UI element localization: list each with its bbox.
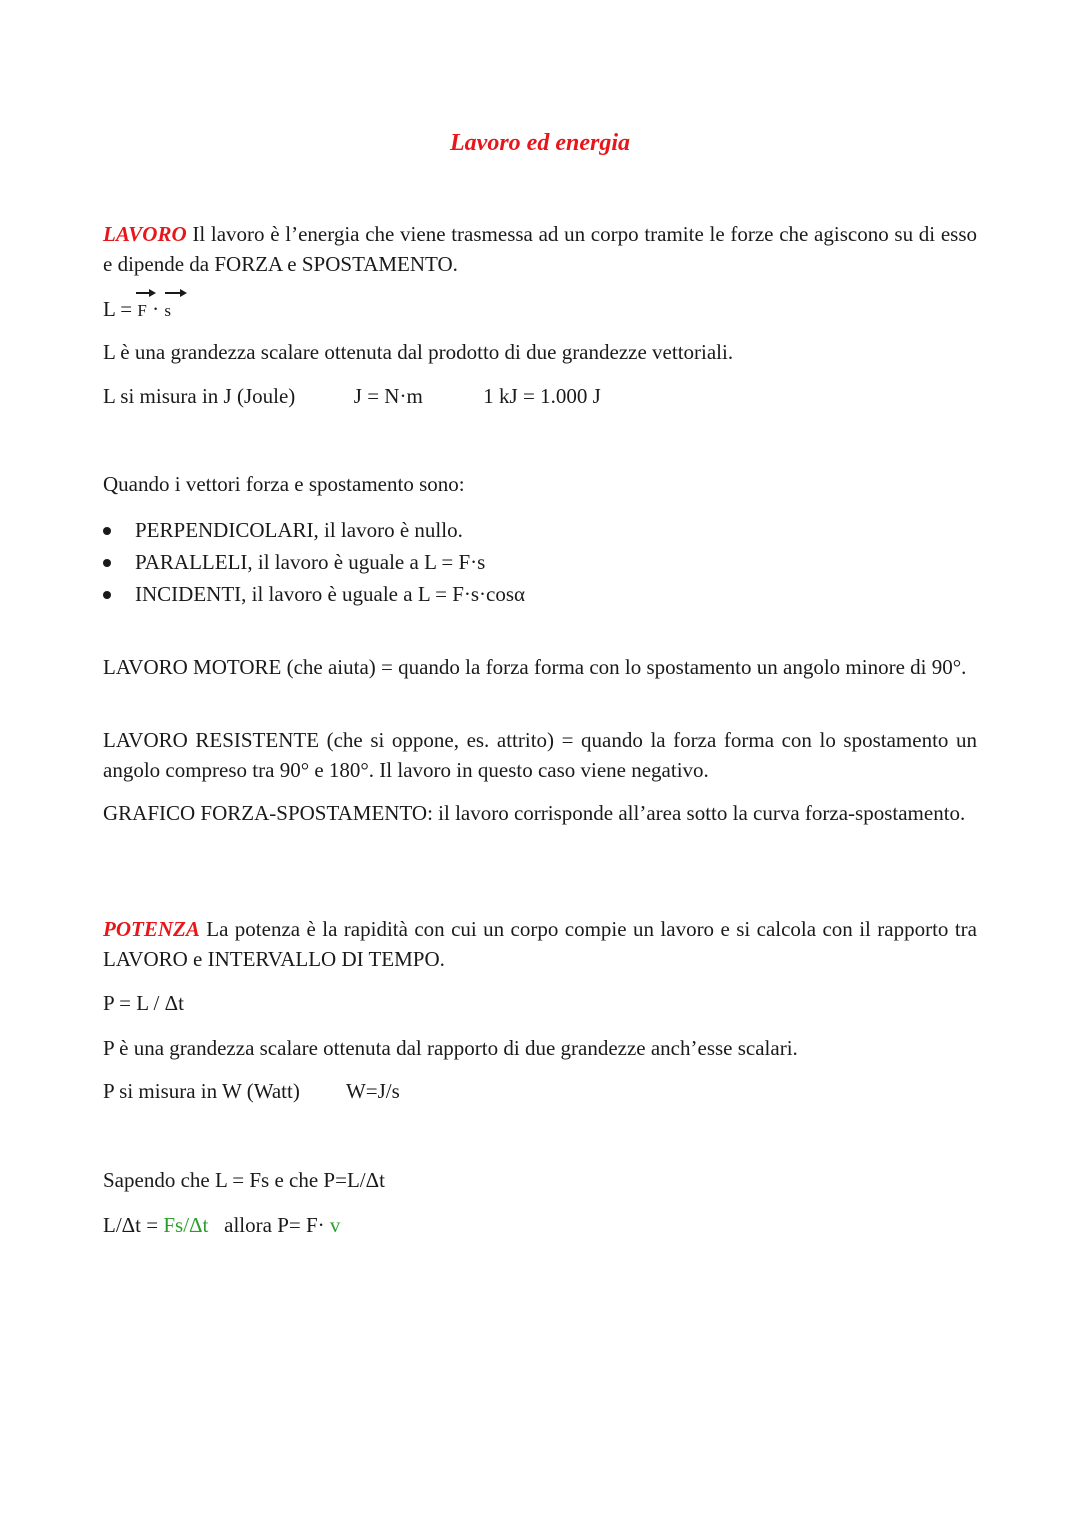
list-item: PARALLELI, il lavoro è uguale a L = F·s xyxy=(103,546,977,578)
derivation-green-term: Fs/Δt xyxy=(163,1213,209,1237)
lavoro-keyword: LAVORO xyxy=(103,222,187,246)
lavoro-unit-def: J = N·m xyxy=(353,384,423,408)
lavoro-formula xyxy=(103,294,303,326)
list-item: PERPENDICOLARI, il lavoro è nullo. xyxy=(103,514,977,546)
potenza-formula: P = L / Δt xyxy=(103,991,184,1015)
list-item: INCIDENTI, il lavoro è uguale a L = F·s·cosα xyxy=(103,578,977,610)
bullet-icon xyxy=(103,527,111,535)
derivation-line-2 xyxy=(103,1210,977,1240)
potenza-units xyxy=(103,1076,977,1106)
potenza-scalar-note: P è una grandezza scalare ottenuta dal rapporto di due grandezze anch’esse scalari. xyxy=(103,1036,798,1060)
lavoro-motore: LAVORO MOTORE (che aiuta) = quando la forza forma con lo spostamento un angolo minore di 90°. xyxy=(103,655,967,679)
page-title: Lavoro ed energia xyxy=(450,130,630,156)
potenza-paragraph xyxy=(103,914,977,974)
potenza-keyword: POTENZA xyxy=(103,917,200,941)
formula-left: L = xyxy=(103,297,133,321)
potenza-unit-def: W=J/s xyxy=(345,1079,400,1103)
bullet-icon xyxy=(103,559,111,567)
potenza-intro: La potenza è la rapidità con cui un corpo compie un lavoro e si calcola con il rapporto tra LAVORO e INTERVALLO DI TEMPO. xyxy=(103,917,977,971)
derivation-velocity: v xyxy=(329,1213,341,1237)
arrow-icon xyxy=(135,288,157,298)
derivation-start: L/Δt = xyxy=(103,1213,164,1237)
lavoro-resistente: LAVORO RESISTENTE (che si oppone, es. attrito) = quando la forza forma con lo spostamento un angolo compreso tra 90° e 180°. Il lavoro in questo caso viene negativo. xyxy=(103,728,977,782)
lavoro-paragraph xyxy=(103,219,977,279)
derivation-mid: allora P= F· xyxy=(208,1213,330,1237)
bullet-icon xyxy=(103,591,111,599)
lavoro-scalar-note: L è una grandezza scalare ottenuta dal prodotto di due grandezze vettoriali. xyxy=(103,340,734,364)
cases-list xyxy=(103,514,977,610)
formula-dot: · xyxy=(152,297,160,321)
vector-s: s xyxy=(164,294,171,326)
potenza-unit-label: P si misura in W (Watt) xyxy=(103,1079,300,1103)
lavoro-unit-kilo: 1 kJ = 1.000 J xyxy=(483,384,601,408)
grafico-forza-spostamento: GRAFICO FORZA-SPOSTAMENTO: il lavoro corrisponde all’area sotto la curva forza-spostamento. xyxy=(103,801,966,825)
vector-f: F xyxy=(137,294,146,326)
arrow-icon xyxy=(164,288,188,298)
lavoro-unit-label: L si misura in J (Joule) xyxy=(103,384,296,408)
lavoro-intro: Il lavoro è l’energia che viene trasmessa ad un corpo tramite le forze che agiscono su di esso e dipende da FORZA e SPOSTAMENTO. xyxy=(103,222,977,276)
lavoro-units xyxy=(103,381,977,411)
cases-intro: Quando i vettori forza e spostamento sono: xyxy=(103,472,465,496)
derivation-line-1: Sapendo che L = Fs e che P=L/Δt xyxy=(103,1168,385,1192)
